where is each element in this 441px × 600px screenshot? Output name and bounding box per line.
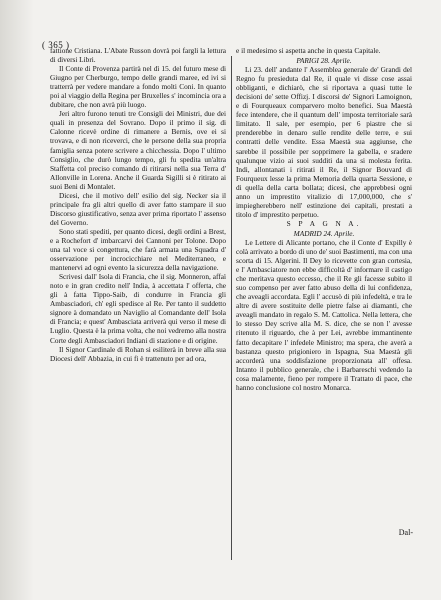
dateline-heading: PARIGI 28. Aprile. [296,56,352,66]
article-paragraph: Li 23. dell' andante l' Assemblea generale de' Grandi del Regno fu presieduta dal Re, il quale vi disse cose assai obbliganti, e dichiarò, che si riportava a quasi tutte le decisioni de' sette Offizj. I discorsi de' Signori Lamoignon, e di Fourqueaux comparvero molto benefici. Sua Maestà fece intendere, che il quantum dell' imposta territoriale sarà limitato. Il sale, per esempio, per 6 piastre che si prenderebbe in denaro sulle rendite delle terre, e sui contratti delle vendite. Essa Maestà sua aggiunse, che sarebbe il possibile per sopprimere la gabella, e sradere qualunque vizio ai suoi sudditi da una si molesta ferita. Indi, allontanati i ritirati il Re, il Signor Bouvard di Fourqueux lesse la prima Memoria della quarta Sessione, e di quella della carta bollata; dicesi, che apprebbesi ogni anno un imprestito vitalizio di 17,000,000, che s' impiegherebbero nell' estinzione dei capitali, prestati a titolo d' imprestito perpetuo. [236,65,412,219]
left-column [50,46,226,363]
article-paragraph: e il medesimo si aspetta anche in questa Capitale. [236,46,381,55]
right-column [236,46,412,392]
dateline-heading: MADRID 24. Aprile. [293,228,355,238]
article-paragraph: Jeri altro furono tenuti tre Consigli dei Ministri, due dei quali in presenza del Sovrano. Dopo il primo il sig. di Calonne ricevè ordine di rimanere a Bernis, ove ei si trovava, e di non riceverci, che le persone della sua propria famiglia senza potere scrivere a chicchessia. Dopo l' ultimo Consiglio, che durò lungo tempo, gli fu spedita un'altra Staffetta col preciso comando di ritirarsi nella sua Terra d' Allonville in Lorena. Anche il Guarda Sigilli si è ritirato ai suoi Beni di Montalet. [50,109,226,191]
article-paragraph: Dicesi, che il motivo dell' esilio del sig. Necker sia il principale fra gli altri quello di aver fatto stampare il suo Discorso giustificativo, senza aver prima riportato l' assenso del Governo. [50,190,226,227]
article-paragraph: Sono stati spediti, per quanto dicesi, degli ordini a Brest, e a Rochefort d' imbarcarvi dei Cannoni per Tolone. Dopo una tal voce si congettura, che farà armata una Squadra d' osservazione per incrocicchiare nel Mediterraneo, e mantenervi ad ogni evento la sicurezza della navigazione. [50,226,226,273]
page-number: ( 365 ) [42,40,70,50]
section-title: S P A G N A. [286,218,362,228]
article-paragraph: Le Lettere di Alicante portano, che il Conte d' Expilly è colà arrivato a bordo di uno de' suoi Bastimenti, ma con una scorta di 15. Algerini. Il Dey lo ricevette con gran cortesia, e l' Ambasciatore non ebbe difficoltà d' informare il castigo che meritava questo eccesso, che il Re gli facesse subito il suo compenso per aver fatto abuso della di lui confidenza, che aveagli accordata. Egli l' accusò di più infedeltà, e tra le altre di avere sostituite delle pietre false ai diamanti, che aveagli mandato in regalo S. M. Cattolica. Nella lettera, che lo stesso Dey scrive alla M. S. dice, che se non l' avesse ritenuto il riguardo, che à per Lei, avrebbe immantinente fatto decapitare l' infedele Ministro; ma spera, che averà a bastanza questo prigioniero in Ispagna, Sua Maestà gli accorderà una soddisfazione proporzionata all' offesa. Intanto il pubblico generale, che i Barbareschi vedendo la cosa malamente, fieno per rompere il Trattato di pace, che hanno conclusione col nostro Monarca. [236,237,412,392]
column-divider [231,56,232,560]
article-paragraph: Il Conte di Provenza partirà nel dì 15. del futuro mese di Giugno per Cherburgo, tempo delle grandi maree, ed ivi si tratterrà per vedere mandare a fondo molti Coni. In quanto poi al viaggio della Regina per Bruxelles s' incomincia ora a dubitare, che non avrà più luogo. [50,64,226,110]
catchword: Dal- [398,528,413,537]
page-edge-shadow [0,0,34,600]
article-paragraph: Scrivesi dall' Isola di Francia, che il sig. Monneron, affaì noto e in gran credito nell' India, à accettata l' offerta, che gli à fatta Tippo-Saib, di condurre in Francia gli Ambasciadori, ch' egli spedisce al Re. Per tanto il suddetto signore à domandato un Naviglio al Comandante dell' Isola di Francia; e quest' Ambasciata arriverà qui verso il mese di Luglio. Questa è la prima volta, che noi vedremo alla nostra Corte degli Ambasciadori Indiani di stazione e di origine. [50,272,226,345]
article-paragraph: Il Signor Cardinale di Rohan si esiliterà in breve alla sua Diocesi dell' Abbazia, in cui fi è trattenuto per ad ora, [50,344,226,363]
article-paragraph: fattione Cristiana. L'Abate Russon dovrà poi fargli la lettura di diversi Libri. [50,46,226,65]
